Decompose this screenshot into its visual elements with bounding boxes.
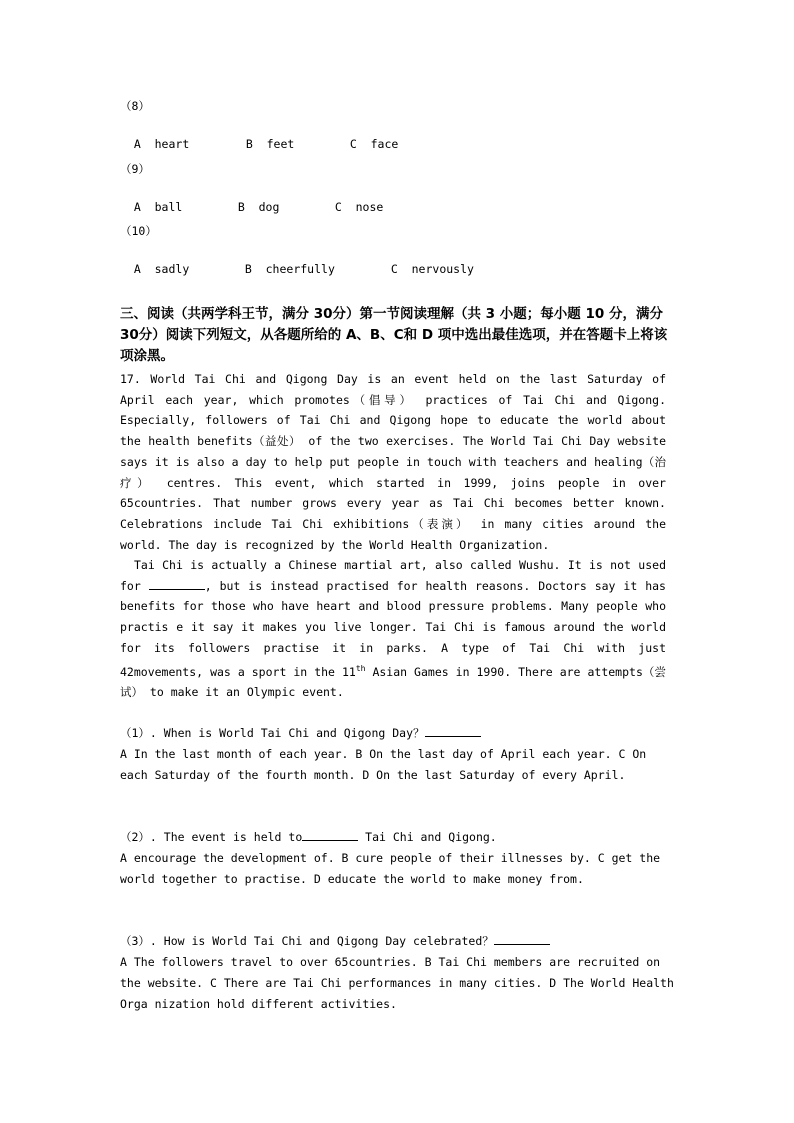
question-3-options: A The followers travel to over 65countries. B Tai Chi members are recruited on the website. C There are Tai Chi performances in many cities. D The World Health Orga nization hold different activities. [120, 955, 674, 1011]
question-text: Tai Chi and Qigong. [358, 830, 497, 844]
answer-blank [302, 828, 358, 841]
question-10-number: （10） [120, 224, 157, 238]
option-b: B feet [245, 137, 295, 151]
superscript: th [355, 663, 366, 673]
option-b: B dog [237, 200, 280, 214]
passage-paragraph-2 [120, 555, 666, 703]
option-a: A sadly [133, 262, 190, 276]
section-heading: 三、阅读（共两学科王节，满分 30分）第一节阅读理解（共 3 小题；每小题 10 分，满分 30分）阅读下列短文，从各题所给的 A、B、C和 D 项中选出最佳选项，并在答题卡上将该项涂黑。 [120, 306, 668, 364]
option-b: B cheerfully [244, 262, 335, 276]
question-1-options: A In the last month of each year. B On the last day of April each year. C On each Saturday of the fourth month. D On the last Saturday of every April. [120, 747, 647, 782]
answer-blank [494, 932, 550, 945]
option-a: A ball [133, 200, 183, 214]
question-3-stem [120, 932, 550, 949]
question-1-stem [120, 724, 481, 741]
question-8-number: （8） [120, 99, 150, 113]
question-text: （3）. How is World Tai Chi and Qigong Day celebrated？ [120, 934, 494, 948]
question-2-stem [120, 828, 497, 845]
question-9-options [120, 185, 383, 215]
question-10-options [120, 247, 474, 277]
question-text: （1）. When is World Tai Chi and Qigong Day？ [120, 726, 425, 740]
option-c: C face [349, 137, 399, 151]
option-c: C nervously [390, 262, 474, 276]
option-a: A heart [133, 137, 190, 151]
answer-blank [425, 724, 481, 737]
question-8-options [120, 122, 398, 152]
option-c: C nose [334, 200, 384, 214]
answer-blank [149, 577, 205, 590]
passage-text: , but is instead practised for health reasons. Doctors say it has benefits for those who have heart and blood pressure problems. Many people who practis e it say it makes you live longer. Tai Chi is famous around the world for its followers practise it in parks. A type of Tai Chi with just 42movements, was a sport in the 11 [120, 578, 666, 679]
question-2-options: A encourage the development of. B cure people of their illnesses by. C get the world together to practise. D educate the world to make money from. [120, 851, 661, 886]
passage-text: Tai Chi is actually a Chinese martial art, also called Wushu. It is not used for [120, 558, 666, 593]
question-9-number: （9） [120, 162, 150, 176]
question-text: （2）. The event is held to [120, 830, 303, 844]
passage-text: Asian Games in 1990. There are attempts（尝试） to make it an Olympic event. [120, 664, 666, 700]
passage-paragraph-1: 17. World Tai Chi and Qigong Day is an event held on the last Saturday of April each year, which promotes（倡导） practices of Tai Chi and Qigong. Especially, followers of Tai Chi and Qigong hope to educate the world about the health benefits（益处） of the two exercises. The World Tai Chi Day website says it is also a day to help put people in touch with teachers and healing（治疗） centres. This event, which started in 1999, joins people in over 65countries. That number grows every year as Tai Chi becomes better known. Celebrations include Tai Chi exhibitions（表演） in many cities around the world. The day is recognized by the World Health Organization. [120, 372, 666, 552]
